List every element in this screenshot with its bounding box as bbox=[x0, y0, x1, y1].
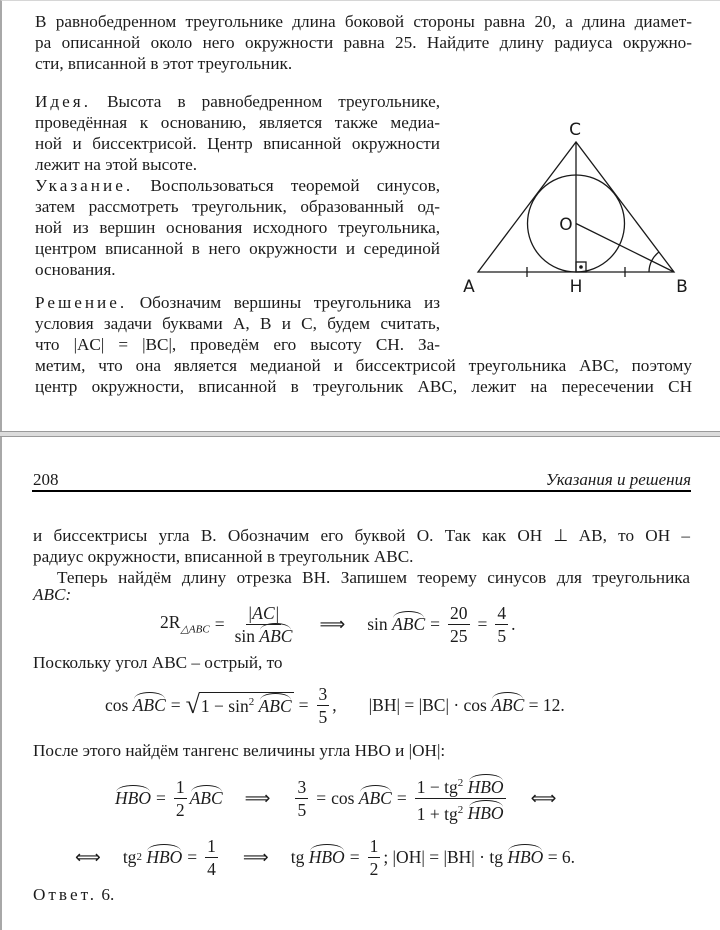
tg-fraction: $\frac{1 - tg^2 HBO}{1 + tg^2 HBO}$ bbox=[415, 773, 506, 824]
problem-line-1: В равнобедренном треугольнике длина боковой стороны равна 20, а длина диамет- bbox=[35, 12, 692, 31]
page-number: 208 bbox=[33, 470, 59, 489]
f1-fraction: $\frac{|AC|}{\text{sin ABC}}$ bbox=[234, 602, 293, 646]
hint-label: Указание. bbox=[35, 176, 134, 195]
sqrt-expression: √ $1 - \sin^2$ ABC bbox=[185, 690, 292, 719]
label-b: B bbox=[676, 277, 688, 297]
f1-frac-4-5: $\frac{4}{5}$ bbox=[497, 602, 507, 646]
formula-half-angle: HBO = $\frac{1}{2}$ ABC ⟹ $\frac{3}{5}$ = cos ABC = $\frac{1 - tg^2 HBO}{1 + tg^2 HBO}$ ⟺ bbox=[115, 770, 578, 826]
answer bbox=[33, 884, 114, 905]
problem-line-3: сти, вписанной в этот треугольник. bbox=[35, 54, 293, 73]
label-c: C bbox=[569, 120, 581, 140]
answer-value: 6. bbox=[101, 885, 115, 904]
label-a: A bbox=[463, 277, 475, 297]
implies-arrow: ⟹ bbox=[319, 613, 346, 634]
solution-line-3: что |AC| = |BC|, проведём его высоту CH. За- bbox=[35, 335, 440, 354]
p2-line-1: и биссектрисы угла B. Обозначим его буквой O. Так как OH ⊥ AB, то OH – bbox=[33, 526, 690, 545]
idea-line-3: ной и биссектрисой. Центр вписанной окружности bbox=[35, 134, 440, 153]
p2-line-3: Теперь найдём длину отрезка BH. Запишем теорему синусов для треугольника bbox=[57, 568, 690, 587]
hint-line-2: затем рассмотреть треугольник, образованный од- bbox=[35, 197, 440, 216]
solution-text-1: Обозначим вершины треугольника из bbox=[139, 293, 440, 312]
label-o: O bbox=[559, 215, 573, 235]
p2-line-2: радиус окружности, вписанной в треугольник ABC. bbox=[33, 547, 414, 566]
p2-line-acute: Поскольку угол ABC – острый, то bbox=[33, 653, 283, 672]
answer-label: Ответ. bbox=[33, 885, 98, 904]
formula-sine-theorem: $2R_{\triangle ABC}$ = $\frac{|AC|}{\text{sin ABC}}$ ⟹ sin ABC = $\frac{20}{25}$ = $\frac{4}{5}$ . bbox=[160, 602, 516, 646]
idea-line-2: проведённая к основанию, является также медиа- bbox=[35, 113, 440, 132]
idea-label: Идея. bbox=[35, 92, 91, 111]
solution-line-4: метим, что она является медианой и биссектрисой треугольника ABC, поэтому bbox=[35, 356, 692, 375]
bh-expression: |BH| = |BC| · cos bbox=[368, 694, 487, 715]
solution-label: Решение. bbox=[35, 293, 128, 312]
running-header-title: Указания и решения bbox=[545, 470, 691, 489]
idea-line-4: лежит на этой высоте. bbox=[35, 155, 198, 174]
p2-line-tangent: После этого найдём тангенс величины угла HBO и |OH|: bbox=[33, 741, 446, 760]
f1-angle: ABC bbox=[392, 613, 426, 634]
page-1 bbox=[0, 0, 720, 431]
solution-line-5: центр окружности, вписанной в треугольник ABC, лежит на пересечении CH bbox=[35, 377, 692, 396]
f1-frac-20-25: $\frac{20}{25}$ bbox=[450, 602, 468, 646]
triangle-figure bbox=[2, 1, 720, 432]
p2-line-4: ABC: bbox=[33, 585, 72, 604]
formula-result: ⟺ tg 2 HBO = $\frac{1}{4}$ ⟹ tg HBO = $\frac{1}{2}$ ; |OH| = |BH| · tg HBO = 6. bbox=[75, 835, 576, 879]
problem-line-2: ра описанной около него окружности равна 25. Найдите длину радиуса окружно- bbox=[35, 33, 692, 52]
segment-ob bbox=[576, 224, 674, 273]
idea-text-1: Высота в равнобедренном треугольнике, bbox=[107, 92, 440, 111]
hint-line-5: основания. bbox=[35, 260, 116, 279]
solution-line-2: условия задачи буквами A, B и C, будем считать, bbox=[35, 314, 440, 333]
hint-text-1: Воспользоваться теоремой синусов, bbox=[150, 176, 440, 195]
right-angle-dot bbox=[579, 265, 583, 269]
f2-frac-3-5: $\frac{3}{5}$ bbox=[318, 683, 328, 727]
hint-line-4: центром вписанной в него окружности и серединой bbox=[35, 239, 440, 258]
f1-lhs: $2R_{\triangle ABC}$ bbox=[160, 612, 210, 636]
label-h: H bbox=[569, 277, 583, 297]
header-rule bbox=[32, 490, 691, 492]
formula-cosine: cos ABC = √ $1 - \sin^2$ ABC = $\frac{3}{5}$ , |BH| = |BC| · cos ABC = 12. bbox=[105, 683, 565, 727]
hint-line-3: ной из вершин основания исходного треугольника, bbox=[35, 218, 440, 237]
